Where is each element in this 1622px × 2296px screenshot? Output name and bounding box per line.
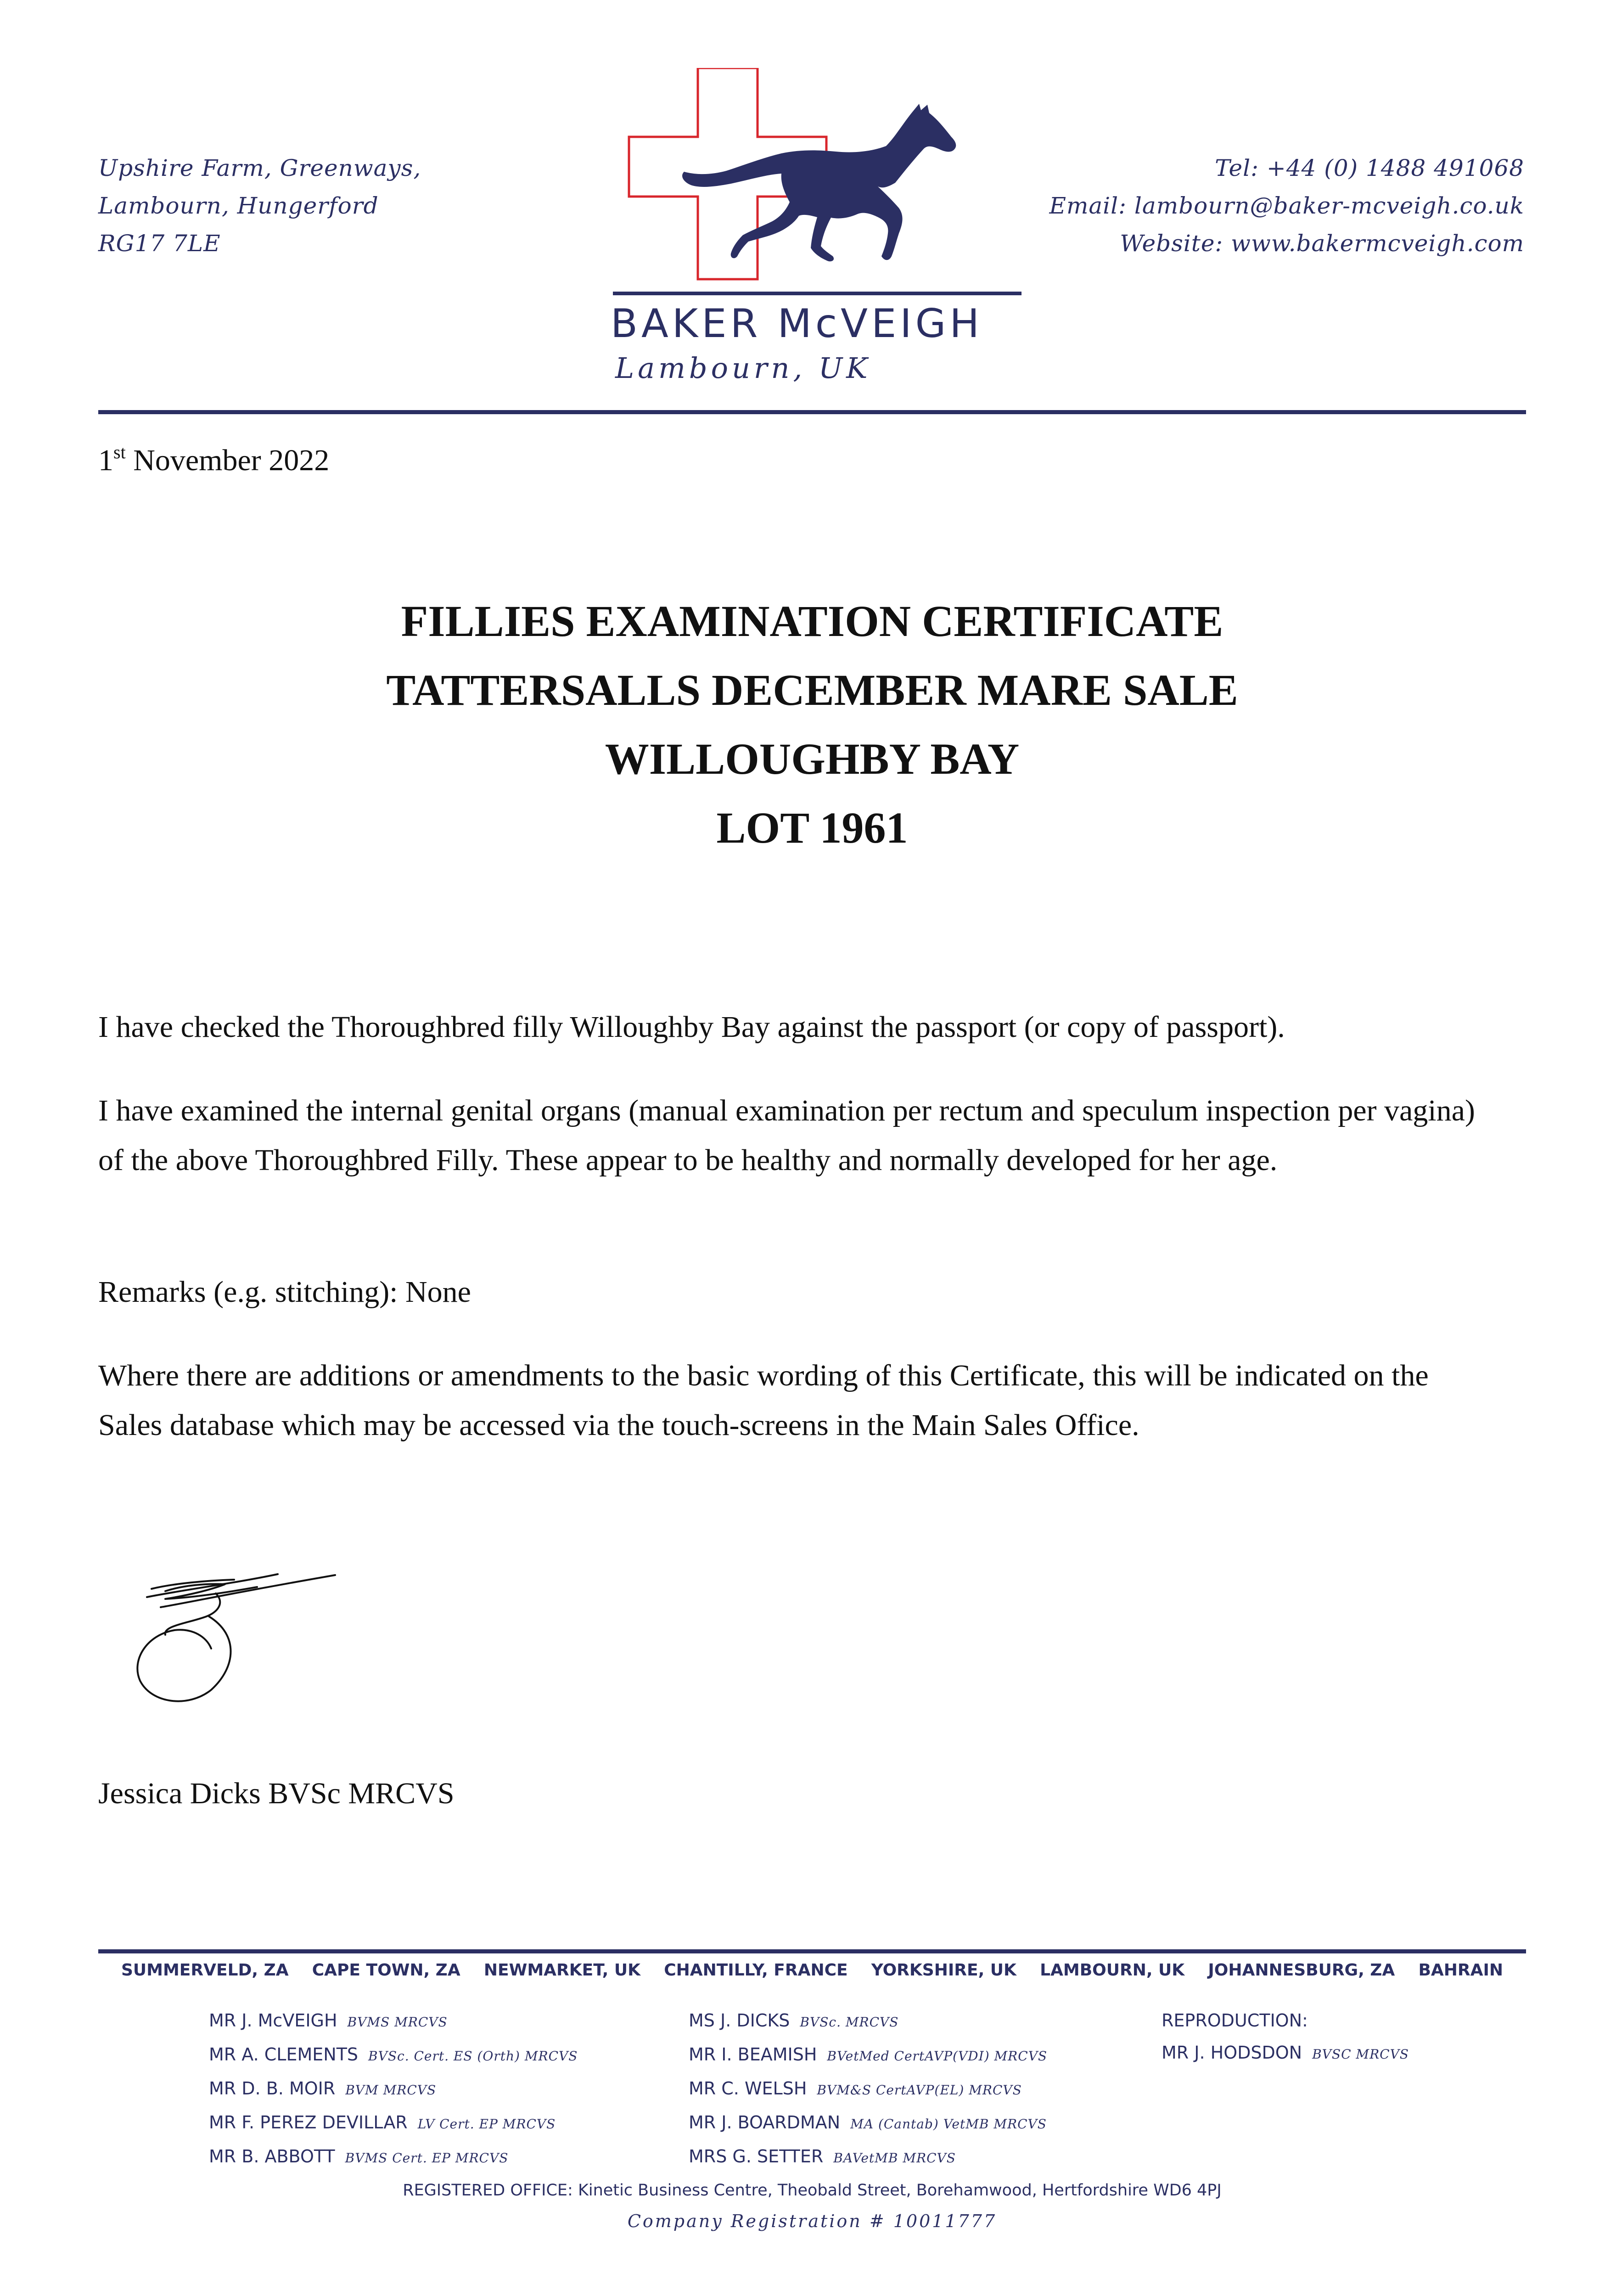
location-item: NEWMARKET, UK [483, 1961, 641, 1980]
staff-column-3 [1162, 2004, 1409, 2071]
location-item: SUMMERVELD, ZA [121, 1961, 289, 1980]
staff-quals: BAVetMB MRCVS [833, 2150, 956, 2166]
date-suffix: st [113, 442, 126, 462]
logo-divider [613, 292, 1021, 295]
staff-quals: BVSc. MRCVS [800, 2015, 899, 2030]
location-item: YORKSHIRE, UK [871, 1961, 1016, 1980]
galloping-horse-icon [682, 104, 956, 261]
title-line: TATTERSALLS DECEMBER MARE SALE [386, 665, 1238, 715]
staff-quals: LV Cert. EP MRCVS [417, 2116, 556, 2132]
paragraph-examination: I have examined the internal genital organs (manual examination per rectum and speculum inspection per vagina) of the above Thoroughbred Filly. These appear to be healthy and normally developed for her age. [98, 1094, 1475, 1177]
certificate-title [98, 587, 1526, 862]
staff-name: MR J. BOARDMAN [689, 2112, 841, 2133]
staff-name: MS J. DICKS [689, 2010, 790, 2031]
staff-row [209, 2038, 578, 2072]
staff-name: MR F. PEREZ DEVILLAR [209, 2112, 408, 2133]
staff-row [689, 2106, 1047, 2140]
staff-name: MR B. ABBOTT [209, 2146, 335, 2167]
staff-quals: BVSc. Cert. ES (Orth) MRCVS [368, 2048, 578, 2064]
registered-office: REGISTERED OFFICE: Kinetic Business Centre, Theobald Street, Borehamwood, Hertfordshire WD6 4PJ [403, 2181, 1222, 2200]
footer-rule [98, 1949, 1526, 1953]
title-line: FILLIES EXAMINATION CERTIFICATE [401, 597, 1224, 646]
staff-quals: BVetMed CertAVP(VDI) MRCVS [827, 2048, 1048, 2064]
paragraph-amendments: Where there are additions or amendments to the basic wording of this Certificate, this will be indicated on the Sales database which may be accessed via the touch-screens in the Main Sales Office. [98, 1359, 1429, 1442]
header-rule [98, 410, 1526, 414]
staff-name: MR J. McVEIGH [209, 2010, 337, 2031]
staff-row [209, 2140, 578, 2174]
staff-name: MRS G. SETTER [689, 2146, 824, 2167]
staff-quals: BVM&S CertAVP(EL) MRCVS [817, 2082, 1022, 2098]
location-item: BAHRAIN [1418, 1961, 1503, 1980]
date-rest: November 2022 [133, 444, 330, 477]
paragraph-passport-check: I have checked the Thoroughbred filly Willoughby Bay against the passport (or copy of passport). [98, 1010, 1285, 1044]
contact-website: Website: www.bakermcveigh.com [1120, 230, 1524, 257]
company-logo [611, 68, 1024, 399]
address-line: Lambourn, Hungerford [98, 192, 379, 219]
office-address [98, 149, 557, 262]
staff-heading: REPRODUCTION: [1162, 2010, 1308, 2031]
staff-row [689, 2004, 1047, 2038]
address-line: Upshire Farm, Greenways, [98, 155, 421, 181]
staff-name: MR J. HODSDON [1162, 2043, 1302, 2063]
location-item: JOHANNESBURG, ZA [1208, 1961, 1395, 1980]
staff-row [209, 2004, 578, 2038]
brand-location: Lambourn, UK [615, 351, 871, 385]
signer-name: Jessica Dicks BVSc MRCVS [98, 1777, 455, 1810]
staff-row [1162, 2004, 1409, 2037]
brand-name: BAKER McVEIGH [611, 301, 983, 347]
company-registration: Company Registration # 10011777 [627, 2211, 997, 2231]
contact-details [1019, 149, 1524, 262]
contact-email: Email: lambourn@baker-mcveigh.co.uk [1049, 192, 1524, 219]
address-line: RG17 7LE [98, 230, 221, 257]
office-locations [98, 1961, 1526, 1980]
staff-row [689, 2072, 1047, 2106]
staff-column-2 [689, 2004, 1047, 2174]
staff-row [1162, 2037, 1409, 2071]
staff-column-1 [209, 2004, 578, 2174]
staff-quals: BVM MRCVS [345, 2082, 437, 2098]
date-day: 1 [98, 444, 113, 477]
staff-name: MR I. BEAMISH [689, 2044, 817, 2065]
staff-row [689, 2140, 1047, 2174]
letter-date [98, 443, 329, 478]
signature [119, 1548, 358, 1717]
location-item: LAMBOURN, UK [1040, 1961, 1185, 1980]
staff-quals: MA (Cantab) VetMB MRCVS [850, 2116, 1047, 2132]
staff-name: MR A. CLEMENTS [209, 2044, 359, 2065]
staff-quals: BVSC MRCVS [1312, 2047, 1409, 2062]
location-item: CAPE TOWN, ZA [312, 1961, 460, 1980]
staff-name: MR C. WELSH [689, 2078, 807, 2099]
staff-quals: BVMS MRCVS [347, 2015, 448, 2030]
staff-name: MR D. B. MOIR [209, 2078, 336, 2099]
title-line: WILLOUGHBY BAY [605, 734, 1020, 783]
staff-row [209, 2106, 578, 2140]
location-item: CHANTILLY, FRANCE [664, 1961, 848, 1980]
contact-phone: Tel: +44 (0) 1488 491068 [1215, 155, 1524, 181]
staff-row [209, 2072, 578, 2106]
staff-quals: BVMS Cert. EP MRCVS [345, 2150, 509, 2166]
staff-row [689, 2038, 1047, 2072]
paragraph-remarks: Remarks (e.g. stitching): None [98, 1275, 471, 1309]
title-line: LOT 1961 [716, 803, 908, 852]
